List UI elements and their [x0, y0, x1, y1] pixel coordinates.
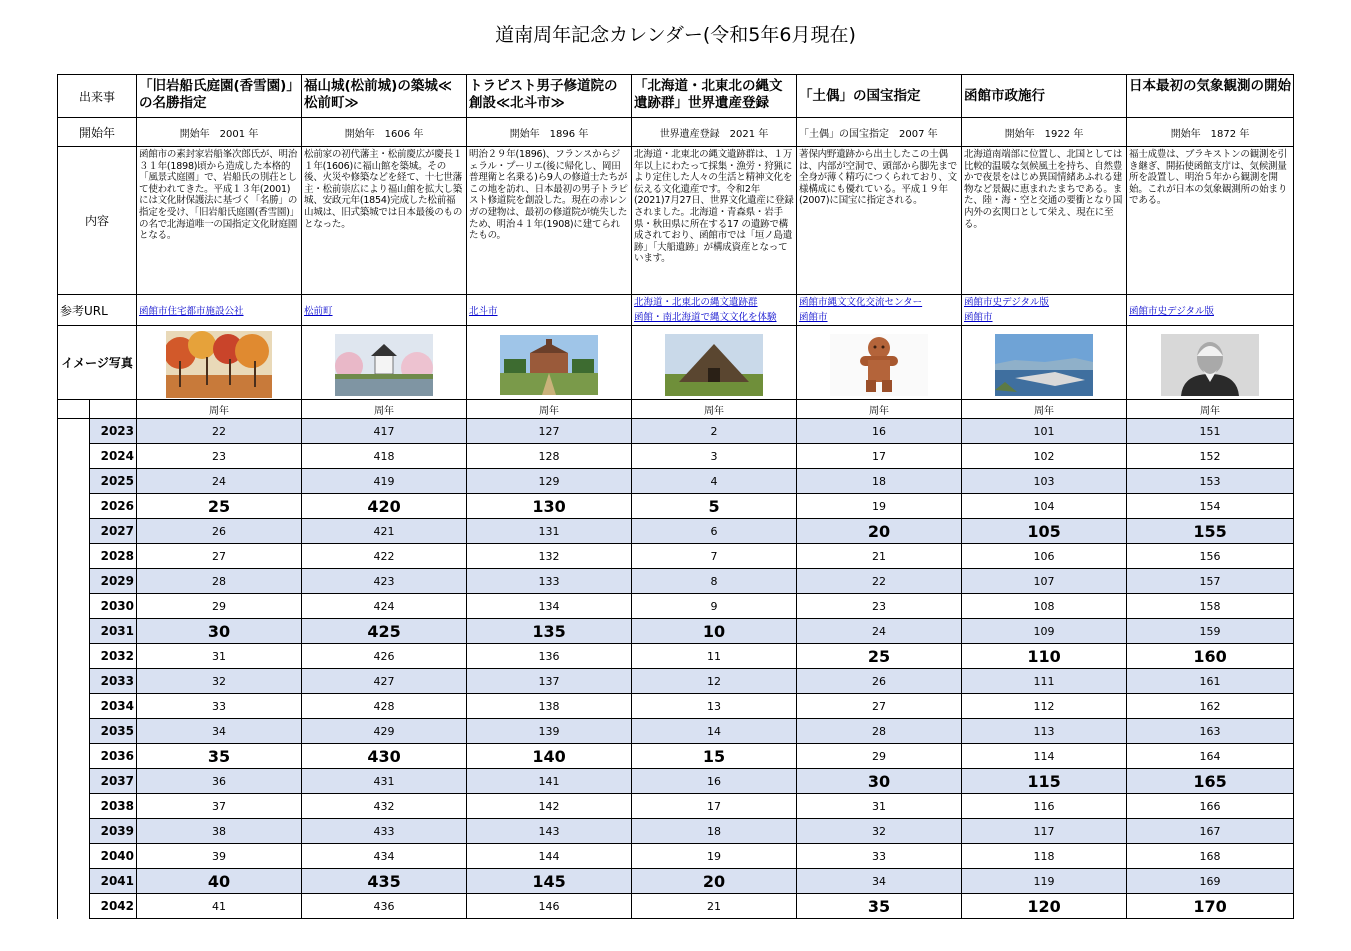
anniversary-cell: 112 [962, 694, 1127, 719]
table-row [58, 594, 1294, 619]
anniversary-cell: 29 [797, 744, 962, 769]
start-year: 開始年 2001 年 [137, 118, 302, 147]
anniversary-cell: 430 [302, 744, 467, 769]
year-cell: 2030 [90, 594, 137, 619]
anniversary-cell: 39 [137, 844, 302, 869]
year-cell: 2029 [90, 569, 137, 594]
anniv-header: 周年 [797, 400, 962, 419]
event-description: 松前家の初代藩主・松前慶広が慶長１１年(1606)に福山館を築城。その後、火災や修築などを経て、十七世藩主・松前崇広により福山館を拡大し築城、安政元年(1854)完成した松前福山城は、旧式築城では日本最後のものとなった。 [302, 147, 467, 295]
anniversary-cell: 114 [962, 744, 1127, 769]
blank-cell [58, 894, 90, 919]
anniversary-cell: 138 [467, 694, 632, 719]
blank-cell [58, 719, 90, 744]
anniversary-cell: 24 [797, 619, 962, 644]
table-row [58, 844, 1294, 869]
url-cell [467, 295, 632, 326]
anniversary-cell: 25 [797, 644, 962, 669]
table-row [58, 719, 1294, 744]
anniversary-cell: 434 [302, 844, 467, 869]
anniversary-cell: 153 [1127, 469, 1294, 494]
table-row [58, 519, 1294, 544]
year-cell: 2024 [90, 444, 137, 469]
anniversary-cell: 107 [962, 569, 1127, 594]
anniversary-cell: 110 [962, 644, 1127, 669]
anniversary-cell: 167 [1127, 819, 1294, 844]
anniversary-cell: 28 [137, 569, 302, 594]
anniversary-cell: 102 [962, 444, 1127, 469]
anniversary-cell: 426 [302, 644, 467, 669]
anniversary-cell: 21 [797, 544, 962, 569]
start-label: 開始年 [58, 118, 137, 147]
anniversary-cell: 108 [962, 594, 1127, 619]
year-cell: 2027 [90, 519, 137, 544]
anniversary-cell: 19 [797, 494, 962, 519]
blank-cell [58, 769, 90, 794]
table-row [58, 869, 1294, 894]
anniversary-cell: 142 [467, 794, 632, 819]
anniversary-cell: 435 [302, 869, 467, 894]
anniversary-cell: 432 [302, 794, 467, 819]
anniversary-cell: 431 [302, 769, 467, 794]
anniversary-cell: 31 [137, 644, 302, 669]
table-row [58, 669, 1294, 694]
table-row [58, 644, 1294, 669]
blank-cell [58, 569, 90, 594]
table-row [58, 569, 1294, 594]
anniversary-cell: 165 [1127, 769, 1294, 794]
photo-label: イメージ写真 [58, 326, 137, 400]
anniversary-cell: 136 [467, 644, 632, 669]
anniversary-cell: 15 [632, 744, 797, 769]
anniversary-cell: 4 [632, 469, 797, 494]
anniversary-cell: 419 [302, 469, 467, 494]
event-row [58, 75, 1294, 118]
year-cell: 2040 [90, 844, 137, 869]
anniversary-cell: 26 [137, 519, 302, 544]
anniversary-cell: 433 [302, 819, 467, 844]
year-rows [58, 419, 1294, 919]
anniversary-cell: 22 [797, 569, 962, 594]
anniversary-cell: 152 [1127, 444, 1294, 469]
anniversary-cell: 34 [137, 719, 302, 744]
table-row [58, 444, 1294, 469]
anniversary-cell: 113 [962, 719, 1127, 744]
anniversary-cell: 8 [632, 569, 797, 594]
event-name: 福山城(松前城)の築城≪松前町≫ [302, 75, 467, 118]
reference-link[interactable]: 函館市史デジタル版 [1129, 306, 1214, 317]
anniversary-cell: 20 [632, 869, 797, 894]
anniversary-cell: 156 [1127, 544, 1294, 569]
blank-cell [58, 844, 90, 869]
reference-link[interactable]: 函館市住宅都市施設公社 [139, 306, 244, 317]
anniversary-cell: 428 [302, 694, 467, 719]
anniversary-cell: 119 [962, 869, 1127, 894]
anniversary-cell: 160 [1127, 644, 1294, 669]
anniversary-cell: 31 [797, 794, 962, 819]
anniversary-cell: 109 [962, 619, 1127, 644]
anniversary-cell: 35 [137, 744, 302, 769]
anniversary-cell: 137 [467, 669, 632, 694]
anniversary-cell: 132 [467, 544, 632, 569]
blank-cell [58, 494, 90, 519]
url-cell [1127, 295, 1294, 326]
blank-cell [58, 744, 90, 769]
castle-photo-icon [335, 334, 433, 396]
table-row [58, 794, 1294, 819]
anniversary-cell: 421 [302, 519, 467, 544]
year-cell: 2035 [90, 719, 137, 744]
anniversary-cell: 141 [467, 769, 632, 794]
table-row [58, 419, 1294, 444]
year-cell: 2039 [90, 819, 137, 844]
anniversary-cell: 118 [962, 844, 1127, 869]
reference-link[interactable]: 函館市 [964, 312, 993, 323]
anniversary-cell: 23 [137, 444, 302, 469]
event-description: 北海道南端部に位置し、北国としては比較的温暖な気候風土を持ち、自然豊かで夜景をはじめ異国情緒あふれる建物など景観に恵まれたまちである。また、陸・海・空と交通の要衝となり国内外の玄関口として栄え、現在に至る。 [962, 147, 1127, 295]
blank-cell [58, 544, 90, 569]
reference-link[interactable]: 北海道・北東北の縄文遺跡群 [634, 297, 758, 308]
anniversary-cell: 436 [302, 894, 467, 919]
reference-link[interactable]: 北斗市 [469, 306, 498, 317]
anniversary-cell: 423 [302, 569, 467, 594]
event-name: トラピスト男子修道院の創設≪北斗市≫ [467, 75, 632, 118]
table-row [58, 619, 1294, 644]
year-cell: 2028 [90, 544, 137, 569]
anniversary-cell: 120 [962, 894, 1127, 919]
anniversary-cell: 168 [1127, 844, 1294, 869]
blank-cell [58, 419, 90, 444]
anniversary-cell: 131 [467, 519, 632, 544]
anniversary-cell: 145 [467, 869, 632, 894]
event-description: 北海道・北東北の縄文遺跡群は、１万年以上にわたって採集・漁労・狩猟により定住した人々の生活と精神文化を伝える文化遺産です。令和2年(2021)7月27日、世界文化遺産に登録されました。北海道・青森県・岩手県・秋田県に所在する17 の遺跡で構成されており、函館市では「垣ノ島遺跡」「大船遺跡」が構成資産となっています。 [632, 147, 797, 295]
anniversary-cell: 163 [1127, 719, 1294, 744]
anniversary-cell: 139 [467, 719, 632, 744]
anniversary-cell: 116 [962, 794, 1127, 819]
anniversary-cell: 158 [1127, 594, 1294, 619]
anniversary-cell: 429 [302, 719, 467, 744]
table-row [58, 544, 1294, 569]
anniversary-cell: 27 [797, 694, 962, 719]
year-cell: 2038 [90, 794, 137, 819]
anniv-header: 周年 [632, 400, 797, 419]
anniversary-cell: 104 [962, 494, 1127, 519]
anniversary-cell: 33 [797, 844, 962, 869]
year-cell: 2031 [90, 619, 137, 644]
table-row [58, 694, 1294, 719]
anniversary-cell: 9 [632, 594, 797, 619]
anniversary-cell: 23 [797, 594, 962, 619]
anniversary-cell: 24 [137, 469, 302, 494]
blank-cell [58, 619, 90, 644]
portrait-photo-icon [1161, 334, 1259, 396]
dogu-figurine-photo-icon [830, 334, 928, 396]
anniv-header: 周年 [467, 400, 632, 419]
year-cell: 2033 [90, 669, 137, 694]
photo-cell [302, 326, 467, 400]
anniversary-cell: 161 [1127, 669, 1294, 694]
anniversary-cell: 117 [962, 819, 1127, 844]
start-year: 開始年 1606 年 [302, 118, 467, 147]
anniversary-cell: 12 [632, 669, 797, 694]
hakodate-city-photo-icon [995, 334, 1093, 396]
anniversary-cell: 13 [632, 694, 797, 719]
photo-cell [632, 326, 797, 400]
anniversary-cell: 38 [137, 819, 302, 844]
photo-cell [962, 326, 1127, 400]
anniversary-cell: 26 [797, 669, 962, 694]
anniversary-cell: 5 [632, 494, 797, 519]
anniversary-cell: 129 [467, 469, 632, 494]
anniversary-cell: 166 [1127, 794, 1294, 819]
anniv-header: 周年 [302, 400, 467, 419]
event-name: 「北海道・北東北の縄文遺跡群」世界遺産登録 [632, 75, 797, 118]
year-cell: 2023 [90, 419, 137, 444]
anniversary-cell: 32 [797, 819, 962, 844]
anniversary-cell: 143 [467, 819, 632, 844]
anniversary-cell: 155 [1127, 519, 1294, 544]
anniversary-cell: 103 [962, 469, 1127, 494]
anniversary-cell: 34 [797, 869, 962, 894]
year-cell: 2032 [90, 644, 137, 669]
anniversary-cell: 128 [467, 444, 632, 469]
anniversary-cell: 40 [137, 869, 302, 894]
photo-cell [797, 326, 962, 400]
url-cell [962, 295, 1127, 326]
anniversary-cell: 29 [137, 594, 302, 619]
anniversary-cell: 135 [467, 619, 632, 644]
event-description: 福士成豊は、ブラキストンの観測を引き継ぎ、開拓使函館支庁は、気候測量所を設置し、明治５年から観測を開始。これが日本の気象観測所の始まりである。 [1127, 147, 1294, 295]
blank-cell [58, 519, 90, 544]
reference-link[interactable]: 函館市 [799, 312, 828, 323]
anniversary-table [57, 74, 1294, 919]
anniversary-cell: 134 [467, 594, 632, 619]
start-year: 開始年 1922 年 [962, 118, 1127, 147]
year-cell: 2041 [90, 869, 137, 894]
url-label: 参考URL [58, 295, 137, 326]
page-title: 道南周年記念カレンダー(令和5年6月現在) [495, 24, 856, 46]
anniversary-cell: 424 [302, 594, 467, 619]
anniversary-cell: 157 [1127, 569, 1294, 594]
photo-cell [137, 326, 302, 400]
anniversary-cell: 418 [302, 444, 467, 469]
blank-cell [58, 594, 90, 619]
anniversary-cell: 425 [302, 619, 467, 644]
blank-cell [58, 669, 90, 694]
anniversary-cell: 115 [962, 769, 1127, 794]
event-description: 明治２９年(1896)、フランスからジェラル・プーリエ(後に帰化し、岡田普理衛と名乗る)ら9人の修道士たちがこの地を訪れ、日本最初の男子トラピスト修道院を創設した。現在の赤レンガの建物は、最初の修道院が焼失したため、明治４１年(1908)に建てられたもの。 [467, 147, 632, 295]
start-year: 開始年 1896 年 [467, 118, 632, 147]
start-year: 世界遺産登録 2021 年 [632, 118, 797, 147]
url-cell [302, 295, 467, 326]
anniversary-cell: 7 [632, 544, 797, 569]
anniversary-cell: 17 [632, 794, 797, 819]
blank-cell [90, 400, 137, 419]
anniversary-cell: 6 [632, 519, 797, 544]
start-year: 「土偶」の国宝指定 2007 年 [797, 118, 962, 147]
anniversary-cell: 105 [962, 519, 1127, 544]
year-cell: 2042 [90, 894, 137, 919]
anniversary-cell: 154 [1127, 494, 1294, 519]
anniversary-cell: 36 [137, 769, 302, 794]
blank-cell [58, 794, 90, 819]
anniversary-cell: 111 [962, 669, 1127, 694]
table-row [58, 469, 1294, 494]
anniversary-cell: 18 [797, 469, 962, 494]
anniversary-cell: 22 [137, 419, 302, 444]
reference-link[interactable]: 函館・南北海道で縄文文化を体験 [634, 312, 777, 323]
url-cell [137, 295, 302, 326]
event-label: 出来事 [58, 75, 137, 118]
anniversary-cell: 20 [797, 519, 962, 544]
year-cell: 2036 [90, 744, 137, 769]
anniversary-cell: 10 [632, 619, 797, 644]
url-row [58, 295, 1294, 326]
anniversary-cell: 169 [1127, 869, 1294, 894]
monastery-photo-icon [500, 335, 598, 395]
table-row [58, 769, 1294, 794]
anniversary-cell: 35 [797, 894, 962, 919]
reference-link[interactable]: 函館市史デジタル版 [964, 297, 1049, 308]
event-name: 函館市政施行 [962, 75, 1127, 118]
table-row [58, 819, 1294, 844]
blank-cell [58, 400, 90, 419]
content-label: 内容 [58, 147, 137, 295]
blank-cell [58, 694, 90, 719]
blank-cell [58, 644, 90, 669]
table-row [58, 744, 1294, 769]
anniversary-cell: 14 [632, 719, 797, 744]
start-year: 開始年 1872 年 [1127, 118, 1294, 147]
anniv-header-row [58, 400, 1294, 419]
anniversary-cell: 144 [467, 844, 632, 869]
anniversary-cell: 30 [797, 769, 962, 794]
anniversary-cell: 19 [632, 844, 797, 869]
anniversary-cell: 25 [137, 494, 302, 519]
anniversary-cell: 127 [467, 419, 632, 444]
photo-cell [467, 326, 632, 400]
url-cell [797, 295, 962, 326]
event-description: 著保内野遺跡から出土したこの土偶は、内部が空洞で、頭部から脚先まで全身が薄く精巧につくられており、文様構成にも優れている。平成１９年(2007)に国宝に指定される。 [797, 147, 962, 295]
anniversary-cell: 2 [632, 419, 797, 444]
anniversary-cell: 159 [1127, 619, 1294, 644]
anniversary-cell: 170 [1127, 894, 1294, 919]
garden-photo-icon [166, 331, 272, 398]
photo-cell [1127, 326, 1294, 400]
start-row [58, 118, 1294, 147]
table-row [58, 494, 1294, 519]
anniversary-cell: 28 [797, 719, 962, 744]
blank-cell [58, 444, 90, 469]
anniversary-cell: 422 [302, 544, 467, 569]
anniversary-cell: 106 [962, 544, 1127, 569]
anniversary-cell: 162 [1127, 694, 1294, 719]
anniversary-cell: 146 [467, 894, 632, 919]
table-row [58, 894, 1294, 919]
anniversary-cell: 41 [137, 894, 302, 919]
anniversary-cell: 164 [1127, 744, 1294, 769]
anniversary-cell: 133 [467, 569, 632, 594]
content-row [58, 147, 1294, 295]
anniv-header: 周年 [137, 400, 302, 419]
anniv-header: 周年 [962, 400, 1127, 419]
anniversary-cell: 11 [632, 644, 797, 669]
event-name: 「旧岩船氏庭園(香雪園)」の名勝指定 [137, 75, 302, 118]
event-name: 「土偶」の国宝指定 [797, 75, 962, 118]
anniversary-cell: 427 [302, 669, 467, 694]
photo-row [58, 326, 1294, 400]
anniversary-cell: 37 [137, 794, 302, 819]
year-cell: 2025 [90, 469, 137, 494]
anniversary-cell: 16 [632, 769, 797, 794]
anniversary-cell: 3 [632, 444, 797, 469]
anniversary-cell: 130 [467, 494, 632, 519]
anniv-header: 周年 [1127, 400, 1294, 419]
anniversary-cell: 27 [137, 544, 302, 569]
anniversary-cell: 18 [632, 819, 797, 844]
anniversary-cell: 16 [797, 419, 962, 444]
year-cell: 2037 [90, 769, 137, 794]
anniversary-cell: 417 [302, 419, 467, 444]
anniversary-cell: 21 [632, 894, 797, 919]
anniversary-cell: 17 [797, 444, 962, 469]
anniversary-cell: 101 [962, 419, 1127, 444]
blank-cell [58, 469, 90, 494]
blank-cell [58, 819, 90, 844]
pit-dwelling-photo-icon [665, 334, 763, 396]
reference-link[interactable]: 函館市縄文文化交流センター [799, 297, 923, 308]
year-cell: 2034 [90, 694, 137, 719]
reference-link[interactable]: 松前町 [304, 306, 333, 317]
anniversary-cell: 151 [1127, 419, 1294, 444]
anniversary-cell: 33 [137, 694, 302, 719]
url-cell [632, 295, 797, 326]
blank-cell [58, 869, 90, 894]
event-description: 函館市の素封家岩船峯次郎氏が、明治３１年(1898)頃から造成した本格的「風景式庭園」で、岩船氏の別荘として使われてきた。平成１３年(2001)には文化財保護法に基づく「名勝」の指定を受け、「旧岩船氏庭園(香雪園)」の名で北海道唯一の国指定文化財庭園となる。 [137, 147, 302, 295]
anniversary-cell: 420 [302, 494, 467, 519]
anniversary-cell: 140 [467, 744, 632, 769]
year-cell: 2026 [90, 494, 137, 519]
anniversary-cell: 30 [137, 619, 302, 644]
event-name: 日本最初の気象観測の開始 [1127, 75, 1294, 118]
anniversary-cell: 32 [137, 669, 302, 694]
